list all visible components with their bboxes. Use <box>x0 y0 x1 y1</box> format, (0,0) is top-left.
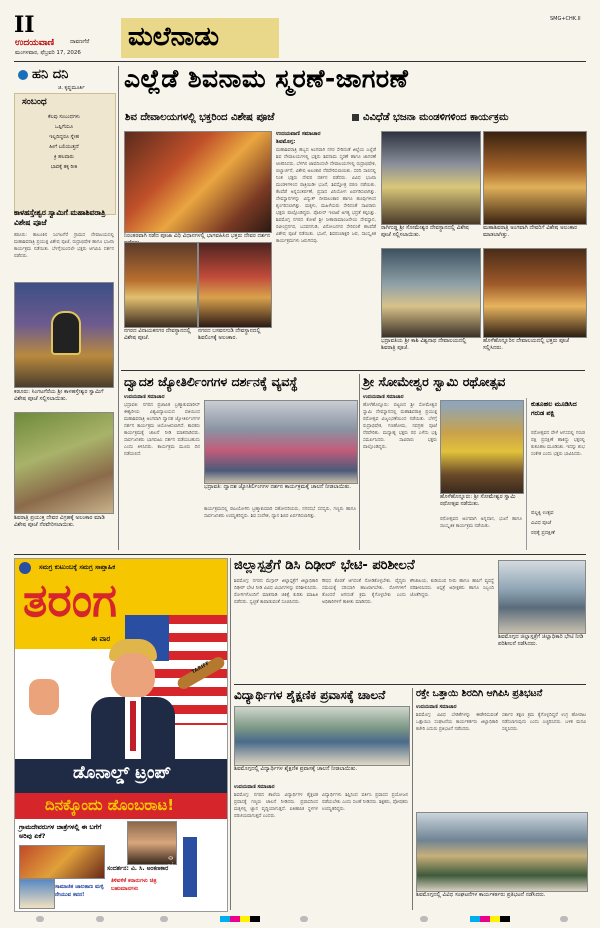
reg-mark <box>420 916 428 922</box>
lead-caption-f: ಹೊಳೆಹೊನ್ನೂರಿನ ದೇವಾಲಯದಲ್ಲಿ ಭಕ್ತರು ಪೂಜೆ ಸಲ್ಲಿಸಿದರು. <box>483 338 569 351</box>
dc-visit-photo <box>498 560 586 634</box>
trump-tie <box>130 701 136 751</box>
kalahasti-heading: ಕಾಳಹಸ್ತೇಶ್ವರ ಸ್ವಾಮಿಗೆ ಮಹಾಶಿವರಾತ್ರಿ ವಿಶೇಷ ಪೂಜೆ <box>14 208 106 227</box>
taranga-thumb-1 <box>19 845 105 879</box>
lead-caption-d: ಮಹಾಶಿವರಾತ್ರಿ ಅಂಗವಾಗಿ ದೇವರಿಗೆ ವಿಶೇಷ ಅಲಂಕಾರ ಮಾಡಲಾಗಿತ್ತು. <box>483 225 578 238</box>
students-headline: ವಿದ್ಯಾರ್ಥಿಗಳ ಶೈಕ್ಷಣಿಕ ಪ್ರವಾಸಕ್ಕೆ ಚಾಲನೆ <box>234 688 386 702</box>
lead-subhead-left: ಶಿವ ದೇವಾಲಯಗಳಲ್ಲಿ ಭಕ್ತರಿಂದ ವಿಶೇಷ ಪೂಜೆ <box>125 112 275 123</box>
lead-byline: ಉದಯವಾಣಿ ಸಮಾಚಾರ <box>276 131 321 137</box>
reg-mark <box>300 916 308 922</box>
column-divider <box>359 374 360 550</box>
dc-visit-body-3: ಶೌಚಾಲಯ, ಕುಡಿಯುವ ನೀರು ಹಾಗೂ ಹಾಸಿಗೆ ವ್ಯವಸ್ಥೆ ಪರಿಶೀಲಿಸಿದರು. ಆಸ್ಪತ್ರೆ ಅಧೀಕ್ಷಕರು ಹಾಗೂ ಸಿಬ್ಬಂದಿ ಜೊತೆಗಿದ್ದರು. <box>410 579 494 598</box>
kalahasti-story <box>14 208 114 548</box>
poem-line: ಹೀಗೆ ಬಲಿಯುತ್ತದೆ <box>49 144 79 150</box>
hani-dani-heading: ಸಂಬಂಧ <box>22 97 47 107</box>
students-byline: ಉದಯವಾಣಿ ಸಮಾಚಾರ <box>234 784 275 790</box>
jyotirlinga-headline: ದ್ವಾದಶ ಜ್ಯೋತಿರ್ಲಿಂಗಗಳ ದರ್ಶನಕ್ಕೆ ವ್ಯವಸ್ಥೆ <box>124 374 298 389</box>
lead-caption-main: ನಿರಂತರವಾಗಿ ನಡೆದ ಪೂಜಾ ವಿಧಿ ವಿಧಾನಗಳಲ್ಲಿ ಭಾಗವಹಿಸಿದ ಭಕ್ತರು ದೇವರ ದರ್ಶನ <box>124 233 270 239</box>
lead-photo-e <box>381 248 481 338</box>
lead-headline: ಎಲ್ಲೆಡೆ ಶಿವನಾಮ ಸ್ಮರಣೆ-ಜಾಗರಣೆ <box>124 64 409 93</box>
poem-line: ಇಲ್ಲದಿದ್ದರೂ ಸ್ನೇಹ <box>49 134 79 140</box>
hani-dani-title: ಹನಿ ದನಿ <box>32 67 69 82</box>
color-code: SMG+CHK.II <box>550 16 581 22</box>
taranga-column-1: ತಿಳಿವಳಿಕೆ ಕರಾರುಗಳು ಚಿತ್ರ ಬಹುಮಾನಗಳು <box>111 878 157 892</box>
taranga-bottom-question: ಗ್ರಾಮದೇವರುಗಳ ಜಾತ್ರೆಗಳಲ್ಲಿ ಈ ಬಗೆಗೆ ಅರಿವು ಏಕೆ? <box>19 823 102 840</box>
protest-photo <box>416 812 588 892</box>
students-photo <box>234 706 410 766</box>
lead-photo-d <box>483 131 587 225</box>
side-box-item: ರಥಕ್ಕೆ ಪ್ರದಕ್ಷಿಣೆ <box>531 530 555 536</box>
jyotirlinga-body-2: ಕಾರ್ಯಕ್ರಮದಲ್ಲಿ ರಾಜಯೋಗಿನಿ ಬ್ರಹ್ಮಾಕುಮಾರಿ ಸಹೋದರಿಯರು, ನಗರಸಭೆ ಸದಸ್ಯರು, ಗಣ್ಯರು ಹಾಗೂ ಸಾರ್ವಜನಿಕರು ಉಪಸ್ಥಿತರಿದ್ದರು. ಶಿವ ಸಂದೇಶ, ಧ್ಯಾನ ಶಿಬಿರ ಏರ್ಪಡಿಸಲಾಗಿತ್ತು. <box>204 507 356 519</box>
taranga-ad <box>14 558 228 912</box>
students-caption: ಶಿವಮೊಗ್ಗದಲ್ಲಿ ವಿದ್ಯಾರ್ಥಿಗಳ ಶೈಕ್ಷಣಿಕ ಪ್ರವಾಸಕ್ಕೆ ಚಾಲನೆ ನೀಡಲಾಯಿತು. <box>234 766 358 772</box>
protest-byline: ಉದಯವಾಣಿ ಸಮಾಚಾರ <box>416 704 457 710</box>
someshwara-body-1: ಹೊಳೆಹೊನ್ನೂರು: ಪಟ್ಟಣದ ಶ್ರೀ ಸೋಮೇಶ್ವರ ಸ್ವಾಮಿ ದೇವಸ್ಥಾನದಲ್ಲಿ ಮಹಾಶಿವರಾತ್ರಿ ಪ್ರಯುಕ್ತ ರಥೋತ್ಸವ ವಿಜೃಂಭಣೆಯಿಂದ ನಡೆಯಿತು. ಬೆಳಗ್ಗೆ ರುದ್ರಾಭಿಷೇಕ, ಗಣಹೋಮ, ನವಗ್ರಹ ಪೂಜೆ ನೆರವೇರಿತು. ಮಧ್ಯಾಹ್ನ ಭಕ್ತರು ರಥ ಎಳೆದು ಭಕ್ತಿ ಸಮರ್ಪಿಸಿದರು. ಸಾವಿರಾರು ಭಕ್ತರು ಪಾಲ್ಗೊಂಡಿದ್ದರು. <box>363 403 437 450</box>
lead-photo-b <box>198 242 272 328</box>
subhead-square-icon <box>352 114 359 121</box>
cmyk-dots <box>470 916 510 922</box>
column-divider <box>118 66 119 550</box>
taranga-price-tag <box>183 837 197 897</box>
cmyk-dots <box>220 916 260 922</box>
reg-mark <box>560 916 568 922</box>
dc-visit-body-1: ಶಿವಮೊಗ್ಗ: ನಗರದ ಮೆಗ್ಗಾನ್ ಜಿಲ್ಲಾಸ್ಪತ್ರೆಗೆ ಜಿಲ್ಲಾಧಿಕಾರಿ ದಿಢೀರ್ ಭೇಟಿ ನೀಡಿ ವಿವಿಧ ವಿಭಾಗಗಳನ್ನು ಪರಿಶೀಲಿಸಿದರು. ರೋಗಿಗಳೊಂದಿಗೆ ಮಾತನಾಡಿ ಚಿಕಿತ್ಸೆ ಕುರಿತು ಮಾಹಿತಿ ಪಡೆದರು. ಸ್ವಚ್ಛತೆ ಕಾಪಾಡುವಂತೆ ಸೂಚಿಸಿದರು. <box>234 579 318 605</box>
masthead <box>0 0 600 62</box>
masthead-rule <box>14 61 586 62</box>
someshwara-photo <box>440 400 524 494</box>
hani-dani-box <box>14 66 114 216</box>
kalahasti-caption-1: ಕಡೂರು: ಸಿಂಗಟಗೆರೆಯ ಶ್ರೀ ಕಾಳಹಸ್ತೇಶ್ವರ ಸ್ವಾಮಿಗೆ ವಿಶೇಷ ಪೂಜೆ ಸಲ್ಲಿಸಲಾಯಿತು. <box>14 389 104 402</box>
jyotirlinga-body-1: ಭದ್ರಾವತಿ: ನಗರದ ಪ್ರಜಾಪಿತ ಬ್ರಹ್ಮಾಕುಮಾರೀಸ್ ಈಶ್ವರೀಯ ವಿಶ್ವವಿದ್ಯಾಲಯದ ವತಿಯಿಂದ ಮಹಾಶಿವರಾತ್ರಿ ಅಂಗವಾಗಿ ದ್ವಾದಶ ಜ್ಯೋತಿರ್ಲಿಂಗಗಳ ದರ್ಶನ ಕಾರ್ಯಕ್ರಮ ಆಯೋಜಿಸಲಾಗಿದೆ. ಶಾಸಕರು ಕಾರ್ಯಕ್ರಮಕ್ಕೆ ಚಾಲನೆ ನೀಡಿ ಮಾತನಾಡಿದರು. ಸಾರ್ವಜನಿಕರು ಭಾಗವಹಿಸಿ ದರ್ಶನ ಪಡೆಯಬಹುದು ಎಂದು ತಿಳಿಸಿದರು. ಕಾರ್ಯಕ್ರಮ ಮೂರು ದಿನ ನಡೆಯಲಿದೆ. <box>124 403 200 457</box>
lead-photo-a <box>124 242 198 328</box>
someshwara-headline: ಶ್ರೀ ಸೋಮೇಶ್ವರ ಸ್ವಾಮಿ ರಥೋತ್ಸವ <box>363 374 506 389</box>
side-box <box>526 398 587 550</box>
poem-line: ಕೆಲವು ಸಂಬಂಧಗಳು <box>48 114 80 120</box>
registration-strip <box>0 912 600 928</box>
lead-photo-main <box>124 131 272 233</box>
poem-line: ಕ್ರಿ ಹಲವಾರು <box>53 154 75 160</box>
hani-dani-poem <box>18 112 110 172</box>
taranga-column-2: ಸಾಮಾಜಿಕ ಜಾಲತಾಣ ಮಳ್ಳಿ ನೇಯುವ ಕವನ! <box>55 884 104 898</box>
paper-name: ಉದಯವಾಣಿ <box>15 38 55 48</box>
column-divider <box>230 558 231 910</box>
jyotirlinga-photo <box>204 400 358 484</box>
kalahasti-photo-1 <box>14 282 114 388</box>
fist-icon <box>29 679 59 715</box>
reg-mark <box>160 916 168 922</box>
lead-subhead-right: ವಿವಿಧೆಡೆ ಭಜನಾ ಮಂಡಳಿಗಳಿಂದ ಕಾರ್ಯಕ್ರಮ <box>363 112 509 123</box>
dc-visit-headline: ಜಿಲ್ಲಾಸ್ಪತ್ರೆಗೆ ಡಿಸಿ ದಿಢೀರ್ ಭೇಟಿ- ಪರಿಶೀಲನೆ <box>234 558 415 573</box>
section-title: ಮಲೆನಾಡು <box>128 22 220 52</box>
dc-visit-body-2: ಔಷಧ ಕೊರತೆ ಆಗದಂತೆ ನೋಡಿಕೊಳ್ಳಬೇಕು. ವೈದ್ಯರು ಸಮಯಕ್ಕೆ ಸರಿಯಾಗಿ ಹಾಜರಾಗಬೇಕು. ರೋಗಿಗಳಿಗೆ ತೊಂದರೆ ಆಗದಂತೆ ಕ್ರಮ ಕೈಗೊಳ್ಳಬೇಕು ಎಂದು ಅಧಿಕಾರಿಗಳಿಗೆ ತಾಕೀತು ಮಾಡಿದರು. <box>322 579 406 605</box>
edition-label: ದಾವಣಗೆರೆ <box>70 39 90 45</box>
kalahasti-body: ಕಡೂರು: ತಾಲೂಕಿನ ಸಿಂಗಟಗೆರೆ ಗ್ರಾಮದ ದೇವಾಲಯದಲ್ಲಿ ಮಹಾಶಿವರಾತ್ರಿ ಪ್ರಯುಕ್ತ ವಿಶೇಷ ಪೂಜೆ, ರುದ್ರಾಭಿಷೇಕ ಹಾಗೂ ಭಜನಾ ಕಾರ್ಯಕ್ರಮ ನಡೆಯಿತು. ಬೆಳಗ್ಗೆಯಿಂದಲೇ ಭಕ್ತರು ಆಗಮಿಸಿ ದರ್ಶನ ಪಡೆದರು. <box>14 233 114 259</box>
lead-caption-c: ರಾಗಿಗುಡ್ಡ ಶ್ರೀ ಸೋಮೇಶ್ವರ ದೇವಸ್ಥಾನದಲ್ಲಿ ವಿಶೇಷ ಪೂಜೆ ಸಲ್ಲಿಸಲಾಯಿತು. <box>381 225 469 238</box>
section-rule <box>234 684 586 685</box>
lead-photo-f <box>483 248 587 338</box>
taranga-thumb-2 <box>19 879 55 909</box>
hani-dani-author: ಜಿ. ಕೃಷ್ಣಮೂರ್ತಿ <box>58 85 85 91</box>
reg-mark <box>96 916 104 922</box>
someshwara-caption: ಹೊಳೆಹೊನ್ನೂರು: ಶ್ರೀ ಸೋಮೇಶ್ವರ ಸ್ವಾಮಿ ರಥೋತ್ಸವ ನಡೆಯಿತು. <box>440 494 516 507</box>
lead-photo-c <box>381 131 481 225</box>
protest-body-1: ಶಿವಮೊಗ್ಗ: ವಿವಿಧ ಬೇಡಿಕೆಗಳನ್ನು ಈಡೇರಿಸುವಂತೆ ಒತ್ತಾಯಿಸಿ ಸಂಘಟನೆಯ ಕಾರ್ಯಕರ್ತರು ಜಿಲ್ಲಾಧಿಕಾರಿ ಕಚೇರಿ ಎದುರು ಪ್ರತಿಭಟನೆ ನಡೆಸಿದರು. <box>416 713 498 732</box>
side-box-body: ರಥೋತ್ಸವದ ವೇಳೆ ಆಗಸದಲ್ಲಿ ಗರುಡ ಪಕ್ಷಿ ಪ್ರದಕ್ಷಿಣೆ ಹಾಕಿದ್ದು ಭಕ್ತರಲ್ಲಿ ಕುತೂಹಲ ಮೂಡಿಸಿತು. ಇದನ್ನು ಶುಭ ಸಂಕೇತ ಎಂದು ಭಕ್ತರು ಭಾವಿಸಿದರು. <box>531 431 585 457</box>
jyotirlinga-byline: ಉದಯವಾಣಿ ಸಮಾಚಾರ <box>124 394 165 400</box>
lead-caption-e: ಭದ್ರಾವತಿಯ ಶ್ರೀ ಕಾಶಿ ವಿಶ್ವನಾಥ ದೇವಾಲಯದಲ್ಲಿ ಶಿವರಾತ್ರಿ ಪೂಜೆ. <box>381 338 467 351</box>
kalahasti-caption-2: ಶಿವರಾತ್ರಿ ಪ್ರಯುಕ್ತ ದೇವರ ವಿಗ್ರಹಕ್ಕೆ ಅಲಂಕಾರ ಮಾಡಿ ವಿಶೇಷ ಪೂಜೆ ನೆರವೇರಿಸಲಾಯಿತು. <box>14 515 105 528</box>
side-box-title: ಕುತೂಹಲ ಮೂಡಿಸಿದ ಗರುಡ ಪಕ್ಷಿ <box>531 400 577 417</box>
shivalinga-icon <box>51 311 81 355</box>
trump-face <box>111 653 155 699</box>
tariff-label: TARIFF <box>190 660 211 676</box>
taranga-interview: ಸಂದರ್ಶನ: ವಿ. ಸಿ. ಅಂಕಣಕಾರ <box>107 865 169 872</box>
taranga-tagline: ಸಮಗ್ರ ಕುಟುಂಬಕ್ಕೆ ಸಮಗ್ರ ಸಾಪ್ತಾಹಿಕ <box>39 563 116 571</box>
poem-line: ಭಾವಕ್ಕೆ ತಕ್ಕ ರೀತಿ <box>50 164 78 170</box>
side-box-item: ವಿವಿಧ ಪೂಜೆ <box>531 520 552 526</box>
lead-dateline: ಶಿವಮೊಗ್ಗ: <box>276 139 296 145</box>
issue-date: ಮಂಗಳವಾರ, ಫೆಬ್ರವರಿ 17, 2026 <box>15 50 81 56</box>
taranga-name-banner: ಡೊನಾಲ್ಡ್ ಟ್ರಂಪ್ <box>73 763 171 783</box>
students-body-1: ಶಿವಮೊಗ್ಗ: ನಗರದ ಶಾಲೆಯ ವಿದ್ಯಾರ್ಥಿಗಳ ಶೈಕ್ಷಣಿಕ ಪ್ರವಾಸಕ್ಕೆ ಗಣ್ಯರು ಚಾಲನೆ ನೀಡಿದರು. ಪ್ರವಾಸದಿಂದ ಮಕ್ಕಳಲ್ಲಿ ಜ್ಞಾನ ವೃದ್ಧಿಯಾಗುತ್ತದೆ. ಐತಿಹಾಸಿಕ ಸ್ಥಳಗಳ ಪರಿಚಯವಾಗುತ್ತದೆ ಎಂದರು. <box>234 793 318 819</box>
taranga-slogan: ದಿನಕ್ಕೊಂದು ಡೊಂಬರಾಟ! <box>45 796 175 814</box>
lead-body: ಮಹಾಶಿವರಾತ್ರಿ ಹಬ್ಬದ ಅಂಗವಾಗಿ ನಗರ ಸೇರಿದಂತೆ ಜಿಲ್ಲೆಯ ಎಲ್ಲೆಡೆ ಶಿವ ದೇವಾಲಯಗಳಲ್ಲಿ ಭಕ್ತರು ಶಿವನಾಮ ಸ್ಮರಣೆ ಹಾಗೂ ಜಾಗರಣೆ ಆಚರಿಸಿದರು. ಬೆಳಗಿನ ಜಾವದಿಂದಲೇ ದೇವಾಲಯಗಳಲ್ಲಿ ರುದ್ರಾಭಿಷೇಕ, ಬಿಲ್ವಾರ್ಚನೆ, ವಿಶೇಷ ಅಲಂಕಾರ ನೆರವೇರಿಸಲಾಯಿತು. ಸರದಿ ಸಾಲಿನಲ್ಲಿ ನಿಂತ ಭಕ್ತರು ದೇವರ ದರ್ಶನ ಪಡೆದರು. ವಿವಿಧ ಭಜನಾ ಮಂಡಳಿಗಳಿಂದ ರಾತ್ರಿಯಿಡೀ ಭಜನೆ, ಶಿವಸ್ತೋತ್ರ ಪಠಣ ನಡೆಯಿತು. ಕೆಲವೆಡೆ ಅನ್ನಸಂತರ್ಪಣೆ, ಪ್ರಸಾದ ವಿನಿಯೋಗ ಏರ್ಪಡಿಸಲಾಗಿತ್ತು. ದೇವಸ್ಥಾನಗಳನ್ನು ವಿದ್ಯುತ್ ದೀಪಾಲಂಕಾರ ಹಾಗೂ ಹೂವುಗಳಿಂದ ಶೃಂಗರಿಸಲಾಗಿತ್ತು. ಮಕ್ಕಳು, ಮಹಿಳೆಯರು ಸೇರಿದಂತೆ ಸಾವಿರಾರು ಭಕ್ತರು ಪಾಲ್ಗೊಂಡಿದ್ದರು. ಪೊಲೀಸ್ ಇಲಾಖೆ ಅಗತ್ಯ ಭದ್ರತೆ ಕಲ್ಪಿಸಿತ್ತು. ಶಿವಮೊಗ್ಗ ನಗರದ ಕೋಟೆ ಶ್ರೀ ಸೀತಾರಾಮಾಂಜನೇಯ ದೇವಸ್ಥಾನ, ರವೀಂದ್ರನಗರ, ಬಸವನಗುಡಿ, ವಿನೋಬನಗರ ಸೇರಿದಂತೆ ಹಲವೆಡೆ ವಿಶೇಷ ಪೂಜೆ ನಡೆಯಿತು. ಭಜನೆ, ಶಿವಪಂಚಾಕ್ಷರಿ ಜಪ, ಸಾಂಸ್ಕೃತಿಕ ಕಾರ್ಯಕ್ರಮಗಳು ಜರುಗಿದವು. <box>276 148 376 244</box>
column-divider <box>412 688 413 910</box>
lead-caption-a: ನಗರದ ವಿನಾಯಕನಗರ ದೇವಸ್ಥಾನದಲ್ಲಿ ವಿಶೇಷ ಪೂಜೆ. <box>124 328 191 341</box>
students-body-2: ವಿದ್ಯಾರ್ಥಿಗಳು ಶಿಸ್ತಿನಿಂದ ವರ್ತಿಸಿ ಪ್ರವಾಸದ ಪ್ರಯೋಜನ ಪಡೆಯಬೇಕು ಎಂದು ಸಲಹೆ ನೀಡಿದರು. ಶಿಕ್ಷಕರು, ಪೋಷಕರು ಉಪಸ್ಥಿತರಿದ್ದರು. <box>322 793 408 812</box>
kalahasti-photo-2 <box>14 412 114 514</box>
side-box-item: ಪಲ್ಲಕ್ಕಿ ಉತ್ಸವ <box>531 510 554 516</box>
protest-caption: ಶಿವಮೊಗ್ಗದಲ್ಲಿ ವಿವಿಧ ಸಂಘಟನೆಗಳ ಕಾರ್ಯಕರ್ತರು ಪ್ರತಿಭಟನೆ ನಡೆಸಿದರು. <box>416 892 546 898</box>
section-rule <box>121 370 585 371</box>
protest-headline: ರಕ್ತೇ ಒತ್ತಾಯಿ ಶಿರದಿಗಿ ಆಗಿಪಿಸಿ ಪ್ರತಿಭಟನೆ <box>416 688 543 699</box>
poem-line: ಒಪ್ಪಿಗೆಯೂ <box>54 124 74 130</box>
someshwara-body-2: ರಥೋತ್ಸವದ ಅಂಗವಾಗಿ ಅನ್ನದಾನ, ಭಜನೆ ಹಾಗೂ ಸಾಂಸ್ಕೃತಿಕ ಕಾರ್ಯಕ್ರಮ ನಡೆಯಿತು. <box>440 517 522 529</box>
taranga-weekly: ಈ ವಾರ <box>91 635 111 643</box>
trump-figure <box>85 639 181 767</box>
taranga-title: ತರಂಗ <box>23 573 117 627</box>
hani-dani-logo-icon <box>18 70 28 80</box>
section-rule <box>14 554 586 555</box>
jyotirlinga-photo-caption: ಭದ್ರಾವತಿ: ದ್ವಾದಶ ಜ್ಯೋತಿರ್ಲಿಂಗಗಳ ದರ್ಶನ ಕಾರ್ಯಕ್ರಮಕ್ಕೆ ಚಾಲನೆ ನೀಡಲಾಯಿತು. <box>204 484 352 490</box>
page-number: II <box>14 12 35 38</box>
taranga-price: ಬೆಲೆ ₹. 0 <box>167 856 175 878</box>
dc-visit-caption: ಶಿವಮೊಗ್ಗದ ಜಿಲ್ಲಾಸ್ಪತ್ರೆಗೆ ಜಿಲ್ಲಾಧಿಕಾರಿ ಭೇಟಿ ನೀಡಿ ಪರಿಶೀಲನೆ ನಡೆಸಿದರು. <box>498 634 584 647</box>
protest-body-2: ಸರ್ಕಾರ ತಕ್ಷಣ ಕ್ರಮ ಕೈಗೊಳ್ಳದಿದ್ದರೆ ಉಗ್ರ ಹೋರಾಟ ನಡೆಸಲಾಗುವುದು ಎಂದು ಎಚ್ಚರಿಸಿದರು. ಬಳಿಕ ಮನವಿ ಸಲ್ಲಿಸಿದರು. <box>502 713 586 732</box>
reg-mark <box>36 916 44 922</box>
lead-caption-b: ನಗರದ ಬಸವನಗುಡಿ ದೇವಸ್ಥಾನದಲ್ಲಿ ಶಿವಲಿಂಗಕ್ಕೆ ಅಲಂಕಾರ. <box>198 328 261 341</box>
someshwara-byline: ಉದಯವಾಣಿ ಸಮಾಚಾರ <box>363 394 404 400</box>
